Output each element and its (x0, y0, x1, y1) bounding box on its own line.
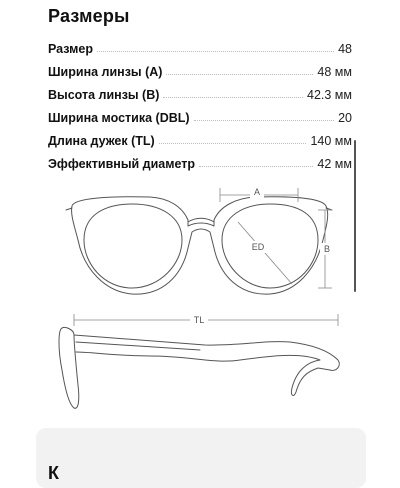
spec-value: 20 (338, 111, 352, 125)
spec-value: 48 мм (317, 65, 352, 79)
front-frame-outline (72, 197, 331, 294)
dim-a-label: A (253, 187, 261, 197)
dim-b-label: B (323, 244, 331, 254)
spec-value: 42.3 мм (307, 88, 352, 102)
right-lens (222, 204, 318, 288)
section-title: Размеры (48, 6, 130, 26)
spec-label: Длина дужек (TL) (48, 134, 155, 148)
spec-value: 42 мм (317, 157, 352, 171)
spec-label: Высота линзы (B) (48, 88, 160, 102)
dim-tl-label: TL (193, 315, 205, 325)
spec-label: Размер (48, 42, 94, 56)
bridge-line (188, 218, 214, 222)
next-section-card (36, 428, 366, 488)
spec-label: Ширина линзы (A) (48, 65, 163, 79)
spec-label: Ширина мостика (DBL) (48, 111, 190, 125)
spec-value: 140 мм (310, 134, 352, 148)
left-hinge (66, 208, 72, 210)
spec-label: Эффективный диаметр (48, 157, 196, 171)
left-lens (84, 204, 182, 288)
dim-ed-label: ED (251, 242, 265, 252)
side-frame-front (59, 327, 79, 408)
next-section-heading: К (48, 463, 59, 483)
spec-value: 48 (338, 42, 352, 56)
